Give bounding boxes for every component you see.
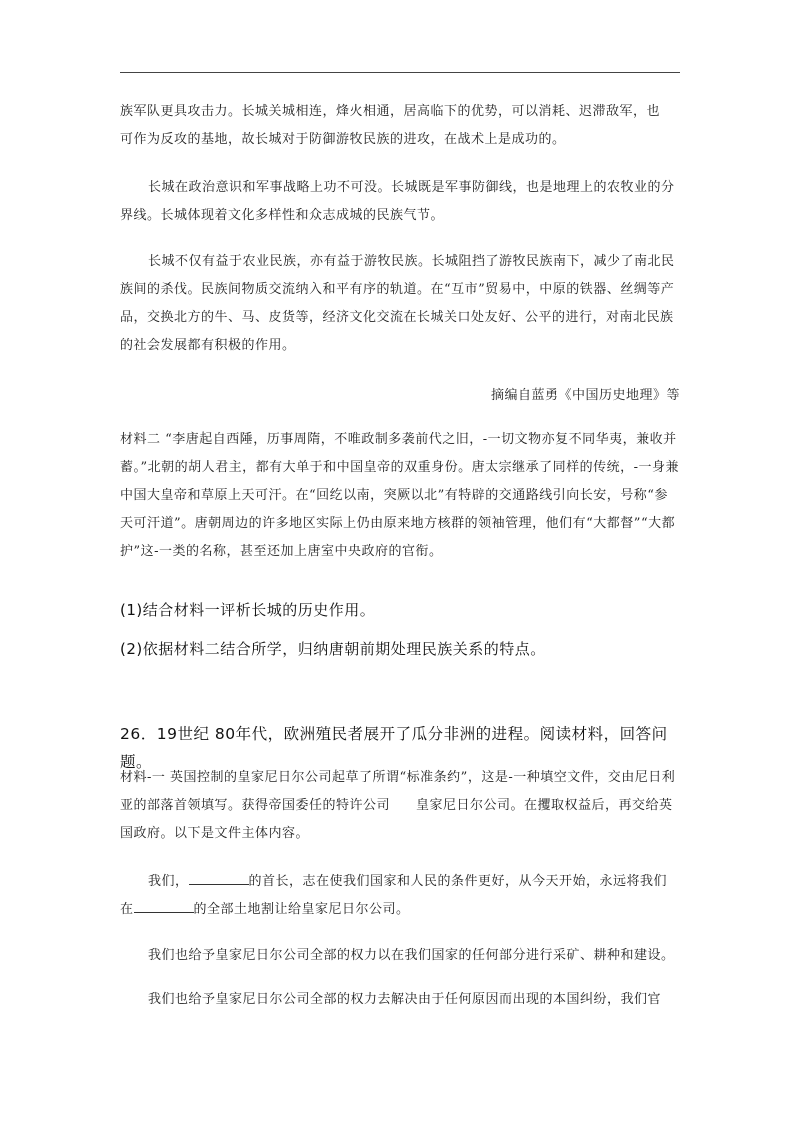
material1-para1 — [120, 98, 680, 154]
text-line: 可作为反攻的基地，故长城对于防御游牧民族的进攻，在战术上是成功的。 — [120, 132, 566, 147]
fill-blank-1 — [189, 870, 249, 885]
question-1: (1)结合材料一评析长城的历史作用。 — [120, 601, 376, 619]
treaty-text: 的全部土地割让给皇家尼日尔公司。 — [193, 902, 410, 917]
material1-source: 摘编自蓝勇《中国历史地理》等 — [490, 388, 680, 403]
q26-material1-b: 皇家尼日尔公司。在攫取权益后，再交给英国政府。以下是文件主体内容。 — [120, 798, 673, 841]
treaty-para1 — [120, 868, 680, 924]
question-26-heading: 26．19世纪 80年代，欧洲殖民者展开了瓜分非洲的进程。阅读材料，回答问题。 — [120, 725, 668, 771]
material2-text: 材料二 “李唐起自西陲，历事周隋，不唯政制多袭前代之旧，-一切文物亦复不同华夷，兼收并蓄。”北朝的胡人君主，都有大单于和中国皇帝的双重身份。唐太宗继承了同样的传统，-一身兼中国大皇帝和草原上天可汗。在“回纥以南，突厥以北”有特辟的交通路线引向长安，号称“参天可汗道”。唐朝周边的许多地区实际上仍由原来地方核群的领袖管理，他们有“大都督”“大都护”这-一类的名称，甚至还加上唐室中央政府的官衔。 — [120, 432, 680, 559]
text-line: 族军队更具攻击力。长城关城相连，烽火相通，居高临下的优势，可以消耗、迟滞敌军，也 — [120, 104, 661, 119]
material1-para3: 长城不仅有益于农业民族，亦有益于游牧民族。长城阻挡了游牧民族南下，减少了南北民族间的杀伐。民族间物质交流纳入和平有序的轨道。在“互市”贸易中，中原的铁器、丝绸等产品，交换北方的牛、马、皮货等，经济文化交流在长城关口处友好、公平的进行，对南北民族的社会发展都有积极的作用。 — [120, 254, 675, 353]
q26-material1 — [120, 764, 680, 848]
fill-blank-2 — [134, 898, 194, 913]
material1-para2: 长城在政治意识和军事战略上功不可没。长城既是军事防御线，也是地理上的农牧业的分界线。长城体现着文化多样性和众志成城的民族气节。 — [120, 180, 675, 223]
treaty-para2: 我们也给予皇家尼日尔公司全部的权力以在我们国家的任何部分进行采矿、耕种和建设。 — [148, 948, 675, 963]
header-rule — [120, 72, 680, 73]
question-2: (2)依据材料二结合所学，归纳唐朝前期处理民族关系的特点。 — [120, 640, 546, 658]
treaty-para3: 我们也给予皇家尼日尔公司全部的权力去解决由于任何原因而出现的本国纠纷，我们官 — [148, 992, 662, 1007]
treaty-text: 我们， — [148, 874, 189, 889]
treaty-text: 在 — [120, 902, 134, 917]
treaty-text: 的首长，志在使我们国家和人民的条件更好，从今天开始，永远将我们 — [248, 874, 668, 889]
q26-material1-a: 材料-一 英国控制的皇家尼日尔公司起草了所谓“标准条约”，这是-一种填空文件，交由尼日利亚的部落首领填写。获得帝国委任的特许公司 — [120, 770, 676, 813]
